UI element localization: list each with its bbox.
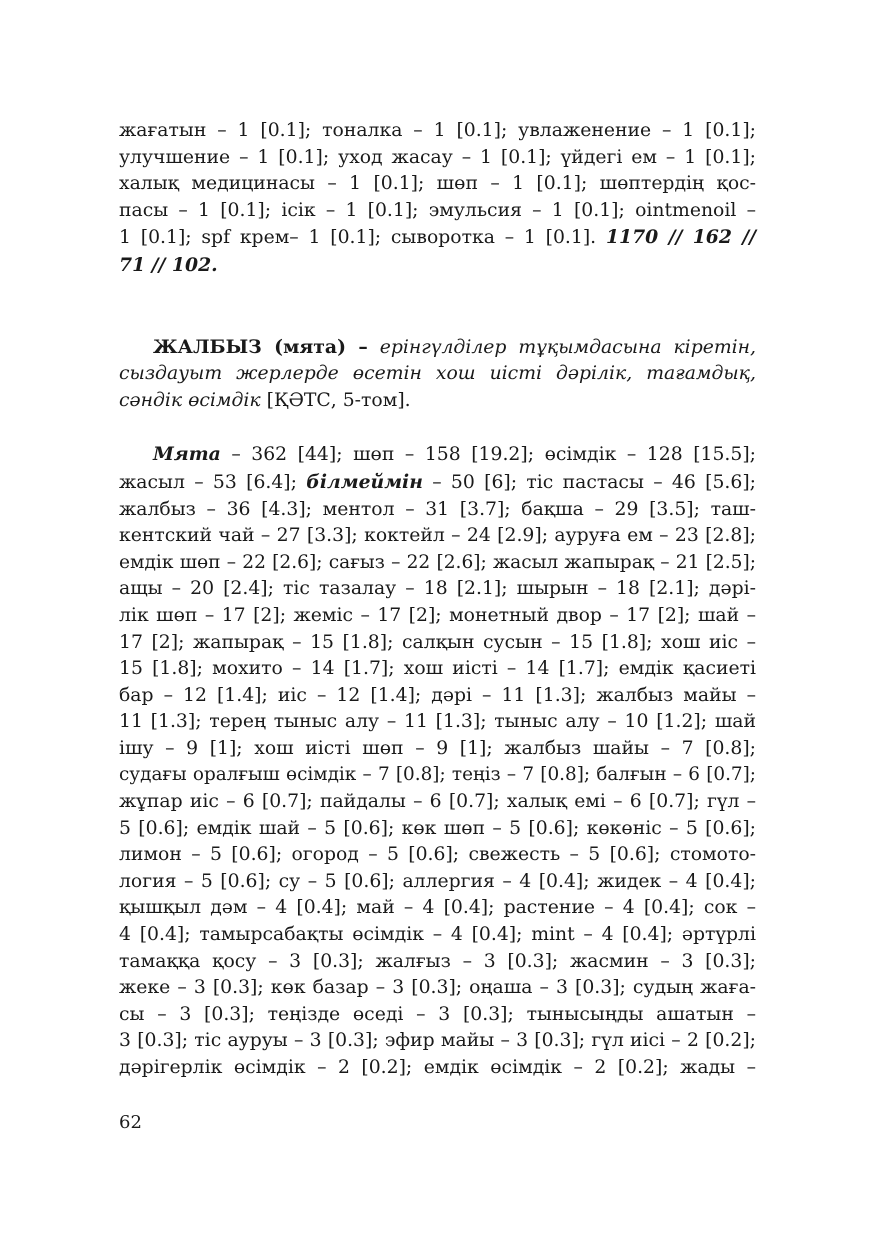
text-line-part: 1 [0.1]; spf крем– 1 [0.1]; сыворотка – 1 [0.1]. (119, 227, 597, 249)
text-line (119, 469, 756, 497)
definition-text: сыздауыт жерлерде өсетін хош иісті дәрілік, тағамдық, (119, 363, 756, 385)
text-line: 15 [1.8]; мохито – 14 [1.7]; хош иісті – 14 [1.7]; емдік қасиеті (119, 658, 756, 680)
associations-paragraph (119, 441, 756, 1081)
text-line: халық медицинасы – 1 [0.1]; шөп – 1 [0.1]; шөптердің қос- (119, 173, 756, 195)
text-line: 3 [0.3]; тіс ауруы – 3 [0.3]; эфир майы – 3 [0.3]; гүл иісі – 2 [0.2]; (119, 1030, 756, 1052)
definition-text: сәндік өсімдік (119, 389, 261, 411)
text-line: логия – 5 [0.6]; су – 5 [0.6]; аллергия – 4 [0.4]; жидек – 4 [0.4]; (119, 870, 756, 892)
emphasized-response: білмеймін (306, 470, 423, 493)
text-line (119, 388, 756, 415)
page-number: 62 (119, 1112, 142, 1133)
stimulus-word: Мята (153, 443, 221, 466)
text-line: қышқыл дәм – 4 [0.4]; май – 4 [0.4]; растение – 4 [0.4]; сок – (119, 897, 756, 919)
text-line: судағы оралғыш өсімдік – 7 [0.8]; теңіз – 7 [0.8]; балғын – 6 [0.7]; (119, 764, 756, 786)
page-body (119, 118, 756, 1082)
text-line-part: – 50 [6]; тіс пастасы – 46 [5.6]; (422, 471, 756, 493)
text-line: пасы – 1 [0.1]; ісік – 1 [0.1]; эмульсия – 1 [0.1]; ointmenoil – (119, 199, 756, 221)
text-line: емдік шөп – 22 [2.6]; сағыз – 22 [2.6]; жасыл жапырақ – 21 [2.5]; (119, 551, 756, 573)
text-line: тамаққа қосу – 3 [0.3]; жалғыз – 3 [0.3]; жасмин – 3 [0.3]; (119, 950, 756, 972)
text-line: лимон – 5 [0.6]; огород – 5 [0.6]; свежесть – 5 [0.6]; стомото- (119, 844, 756, 866)
text-line-part: жасыл – 53 [6.4]; (119, 471, 307, 493)
text-line: 11 [1.3]; терең тыныс алу – 11 [1.3]; тыныс алу – 10 [1.2]; шай (119, 711, 756, 733)
text-line-part: – 362 [44]; шөп – 158 [19.2]; өсімдік – 128 [15.5]; (220, 444, 756, 466)
definition-text: ерінгүлділер тұқымдасына кіретін, (379, 336, 756, 358)
text-line: лік шөп – 17 [2]; жеміс – 17 [2]; монетный двор – 17 [2]; шай – (119, 604, 756, 626)
text-line: кентский чай – 27 [3.3]; коктейл – 24 [2.9]; ауруға ем – 23 [2.8]; (119, 525, 756, 547)
stats-summary-a: 1170 // 162 // (605, 226, 756, 249)
text-line: улучшение – 1 [0.1]; уход жасау – 1 [0.1]; үйдегі ем – 1 [0.1]; (119, 146, 756, 168)
text-line: жағатын – 1 [0.1]; тоналка – 1 [0.1]; увлаженение – 1 [0.1]; (119, 120, 756, 141)
text-line (119, 224, 756, 252)
text-line: жалбыз – 36 [4.3]; ментол – 31 [3.7]; бақша – 29 [3.5]; таш- (119, 498, 756, 520)
text-line: 4 [0.4]; тамырсабақты өсімдік – 4 [0.4]; mint – 4 [0.4]; әртүрлі (119, 924, 756, 946)
source-reference: [ҚӘТС, 5-том]. (266, 389, 411, 411)
headword: ЖАЛБЫЗ (мята) – (153, 335, 368, 358)
stats-summary-b: 71 // 102. (119, 253, 218, 276)
text-line (119, 252, 756, 280)
text-line: сы – 3 [0.3]; теңізде өседі – 3 [0.3]; тынысыңды ашатын – (119, 1003, 756, 1025)
definition-paragraph (119, 334, 756, 415)
text-line (119, 441, 756, 469)
text-line: ішу – 9 [1]; хош иісті шөп – 9 [1]; жалбыз шайы – 7 [0.8]; (119, 737, 756, 759)
paragraph-continuation (119, 118, 756, 280)
text-line: жеке – 3 [0.3]; көк базар – 3 [0.3]; оңаша – 3 [0.3]; судың жаға- (119, 977, 756, 999)
text-line (119, 334, 756, 362)
text-line: жұпар иіс – 6 [0.7]; пайдалы – 6 [0.7]; халық емі – 6 [0.7]; гүл – (119, 791, 756, 813)
text-line: 5 [0.6]; емдік шай – 5 [0.6]; көк шөп – 5 [0.6]; көкөніс – 5 [0.6]; (119, 817, 756, 839)
text-line: 17 [2]; жапырақ – 15 [1.8]; салқын сусын – 15 [1.8]; хош иіс – (119, 631, 756, 653)
text-line: бар – 12 [1.4]; иіс – 12 [1.4]; дәрі – 11 [1.3]; жалбыз майы – (119, 684, 756, 706)
text-line: дәрігерлік өсімдік – 2 [0.2]; емдік өсімдік – 2 [0.2]; жады – (119, 1057, 756, 1078)
text-line: ащы – 20 [2.4]; тіс тазалау – 18 [2.1]; шырын – 18 [2.1]; дәрі- (119, 578, 756, 600)
